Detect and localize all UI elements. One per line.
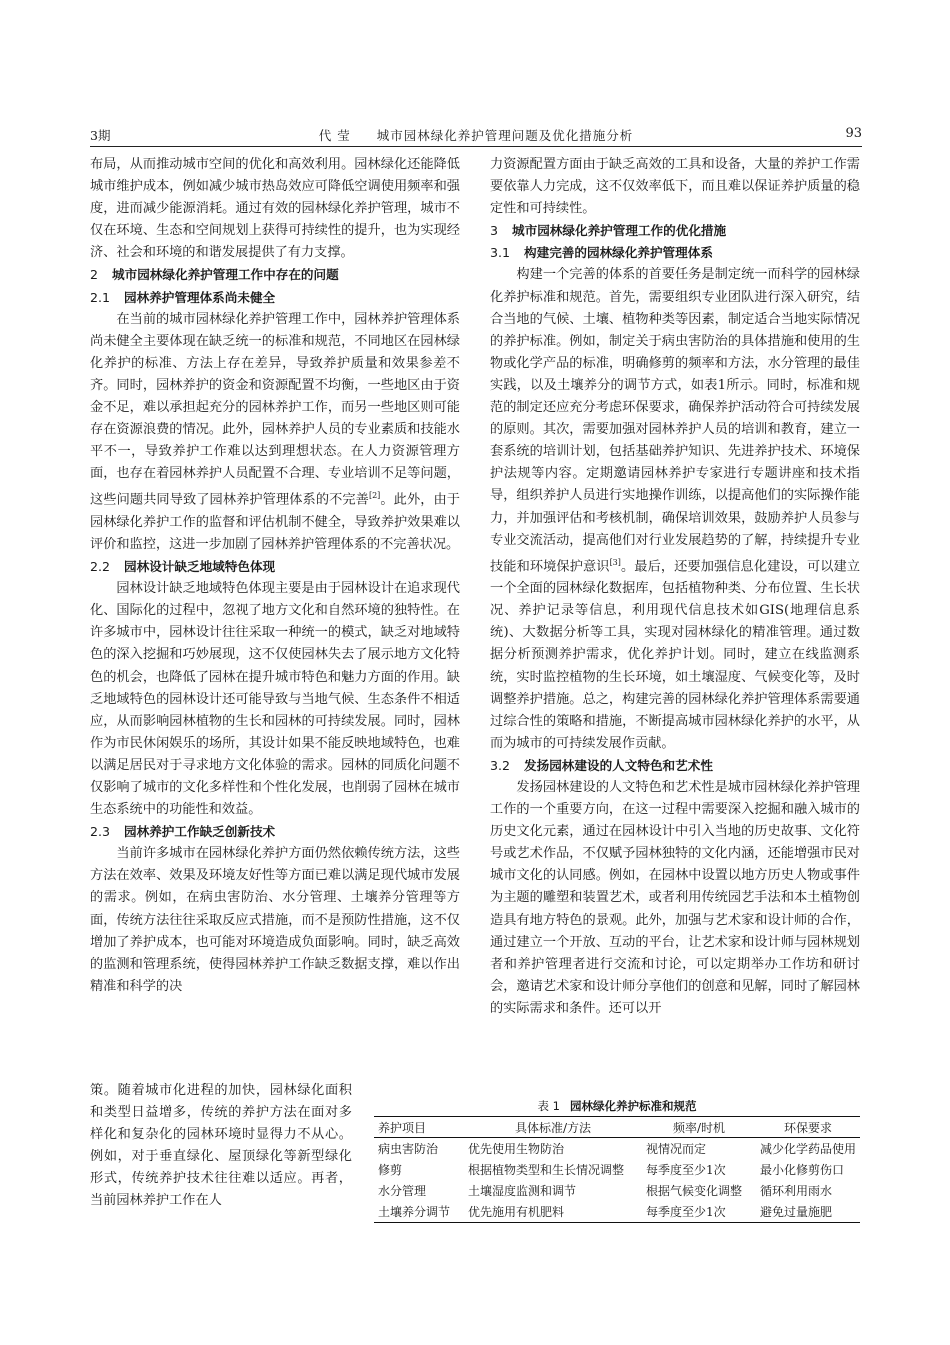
subsection-heading-3-1: 3.1 构建完善的园林绿化养护管理体系 [490,245,713,261]
table-cell: 视情况而定 [645,1142,706,1156]
table-row [374,1138,860,1160]
paragraph: 发扬园林建设的人文特色和艺术性是城市园林绿化养护管理工作的一个重要方向，在这一过程中需要深入挖掘和融入城市的历史文化元素，通过在园林设计中引入当地的历史故事、文化符号或艺术作品，不仅赋予园林独特的文化内涵，还能增强市民对城市文化的认同感。例如，在园林中设置以地方历史人物或事件为主题的雕塑和装置艺术，或者利用传统园艺手法和本土植物创造具有地方特色的景观。此外，加强与艺术家和设计师的合作，通过建立一个开放、互动的平台，让艺术家和设计师与园林规划者和养护管理者进行交流和讨论，可以定期举办工作坊和研讨会，邀请艺术家和设计师分享他们的创意和见解，同时了解园林的实际需求和条件。还可以开 [490,780,860,1016]
table-cell: 水分管理 [378,1184,427,1198]
wrapped-paragraph [90,1080,352,1213]
paragraph: 布局，从而推动城市空间的优化和高效利用。园林绿化还能降低城市维护成本，例如减少城市热岛效应可降低空调使用频率和强度，进而减少能源消耗。通过有效的园林绿化养护管理，城市不仅在环境、生态和空间规划上获得可持续性的提升，也为实现经济、社会和环境的和谐发展提供了有力支撑。 [90,157,460,261]
table-cell: 避免过量施肥 [759,1205,832,1219]
header-center [90,126,862,144]
table-row [374,1180,860,1201]
table-cell: 循环利用雨水 [759,1184,832,1198]
subsection-heading-2-1: 2.1 园林养护管理体系尚未健全 [90,289,276,305]
running-header [90,124,862,147]
author-name: 代 莹 [318,128,351,143]
column-header: 养护项目 [374,1117,464,1138]
left-column [90,154,460,998]
column-header: 环保要求 [756,1117,860,1138]
table-row [374,1201,860,1223]
column-header: 频率/时机 [642,1117,756,1138]
paragraph: 在当前的城市园林绿化养护管理工作中，园林养护管理体系尚未健全主要体现在缺乏统一的标准和规范，不同地区在园林绿化养护的标准、方法上存在差异，导致养护质量和效果参差不齐。同时，园林养护的资金和资源配置不均衡，一些地区由于资金不足，难以承担起充分的园林养护工作，而另一些地区则可能存在资源浪费的情况。此外，园林养护人员的专业素质和技能水平不一，导致养护工作难以达到理想状态。在人力资源管理方面，也存在着园林养护人员配置不合理、专业培训不足等问题，这些问题共同导致了园林养护管理体系的不完善[2]。此外，由于园林绿化养护工作的监督和评估机制不健全，导致养护效果难以评价和监控，这进一步加剧了园林养护管理体系的不完善状况。 [90,311,460,552]
table-cell: 最小化修剪伤口 [759,1163,844,1177]
table-header-row [374,1117,860,1138]
paragraph: 当前许多城市在园林绿化养护方面仍然依赖传统方法，这些方法在效率、效果及环境友好性等方面已难以满足现代城市发展的需求。例如，在病虫害防治、水分管理、土壤养分管理等方面，传统方法往往采取反应式措施，而不是预防性措施，这不仅增加了养护成本，也可能对环境造成负面影响。同时，缺乏高效的监测和管理系统，使得园林养护工作缺乏数据支撑，难以作出精准和科学的决 [90,846,460,994]
table-cell: 修剪 [378,1163,403,1177]
table-cell: 土壤湿度监测和调节 [467,1184,576,1198]
paragraph: 构建一个完善的体系的首要任务是制定统一而科学的园林绿化养护标准和规范。首先，需要组织专业团队进行深入研究，结合当地的气候、土壤、植物种类等因素，制定适合当地实际情况的养护标准。例如，制定关于病虫害防治的具体措施和使用的生物或化学产品的标准，明确修剪的频率和方法，水分管理的最佳实践，以及土壤养分的调节方式，如表1所示。同时，标准和规范的制定还应充分考虑环保要求，确保养护活动符合可持续发展的原则。其次，需要加强对园林养护人员的培训和教育，建立一套系统的培训计划，包括基础养护知识、先进养护技术、环境保护法规等内容。定期邀请园林养护专家进行专题讲座和技术指导，组织养护人员进行实地操作训练，以提高他们的实际操作能力，并加强评估和考核机制，确保培训效果，鼓励养护人员参与专业交流活动，提高他们对行业发展趋势的了解，持续提升专业技能和环境保护意识[3]。最后，还要加强信息化建设，可以建立一个全面的园林绿化数据库，包括植物种类、分布位置、生长状况、养护记录等信息，利用现代信息技术如GIS(地理信息系统)、大数据分析等工具，实现对园林绿化的精准管理。通过数据分析预测养护需求，优化养护计划。同时，建立在线监测系统，实时监控植物的生长环境，如土壤湿度、气候变化等，及时调整养护措施。总之，构建完善的园林绿化养护管理体系需要通过综合性的策略和措施，不断提高城市园林绿化养护的水平，从而为城市的可持续发展作贡献。 [490,267,861,751]
section-heading-2: 2 城市园林绿化养护管理工作中存在的问题 [90,267,339,283]
table-cell: 减少化学药品使用 [759,1142,856,1156]
paragraph: 策。随着城市化进程的加快，园林绿化面积和类型日益增多，传统的养护方法在面对多样化和复杂化的园林环境时显得力不从心。例如，对于垂直绿化、屋顶绿化等新型绿化形式，传统养护技术往往难以适应。再者，当前园林养护工作在人 [90,1083,352,1209]
paragraph: 园林设计缺乏地域特色体现主要是由于园林设计在追求现代化、国际化的过程中，忽视了地方文化和自然环境的独特性。在许多城市中，园林设计往往采取一种统一的模式，缺乏对地域特色的深入挖掘和巧妙展现，这不仅使园林失去了展示地方文化特色的机会，也降低了园林在提升城市特色和魅力方面的作用。缺乏地域特色的园林设计还可能导致与当地气候、生态条件不相适应，从而影响园林植物的生长和园林的可持续发展。同时，园林作为市民休闲娱乐的场所，其设计如果不能反映地域特色，也难以满足居民对于寻求地方文化体验的需求。园林的同质化问题不仅影响了城市的文化多样性和个性化发展，也削弱了园林在城市生态系统中的功能性和效益。 [90,581,460,818]
table-1 [374,1098,860,1223]
table-cell: 每季度至少1次 [645,1163,726,1177]
column-header: 具体标准/方法 [464,1117,642,1138]
table-cell: 根据植物类型和生长情况调整 [467,1163,624,1177]
table-cell: 每季度至少1次 [645,1205,726,1219]
table-row [374,1159,860,1180]
subsection-heading-2-3: 2.3 园林养护工作缺乏创新技术 [90,824,276,840]
table-caption: 表 1 园林绿化养护标准和规范 [537,1099,697,1113]
citation: [3] [609,557,621,567]
table-cell: 根据气候变化调整 [645,1184,742,1198]
table-cell: 土壤养分调节 [378,1205,451,1219]
article-title: 城市园林绿化养护管理问题及优化措施分析 [376,128,634,143]
issue-label: 3期 [90,128,111,143]
subsection-heading-2-2: 2.2 园林设计缺乏地域特色体现 [90,559,276,575]
right-column [490,154,860,1020]
table-cell: 优先使用生物防治 [467,1142,564,1156]
citation: [2] [368,491,381,501]
paragraph: 力资源配置方面由于缺乏高效的工具和设备，大量的养护工作需要依靠人力完成，这不仅效率低下，而且难以保证养护质量的稳定性和可持续性。 [490,157,860,217]
page-number: 93 [845,126,862,141]
table-cell: 病虫害防治 [378,1142,439,1156]
section-heading-3: 3 城市园林绿化养护管理工作的优化措施 [490,223,727,239]
standards-table [374,1116,860,1223]
subsection-heading-3-2: 3.2 发扬园林建设的人文特色和艺术性 [490,757,713,773]
table-cell: 优先施用有机肥料 [467,1205,564,1219]
